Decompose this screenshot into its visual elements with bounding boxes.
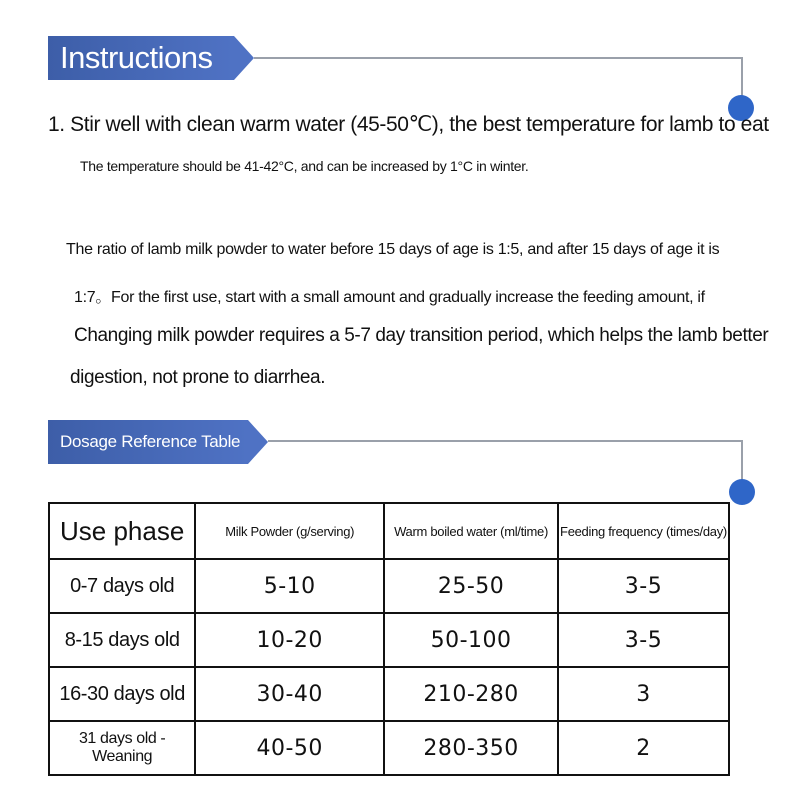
table-header-row	[49, 503, 729, 559]
table-row	[49, 667, 729, 721]
instructions-banner	[48, 36, 234, 80]
instruction-line-6: digestion, not prone to diarrhea.	[70, 367, 326, 388]
header-milk-powder: Milk Powder (g/serving)	[195, 503, 384, 559]
header-feeding-frequency: Feeding frequency (times/day)	[558, 503, 729, 559]
cell-milk-powder: 40-50	[195, 721, 384, 775]
header-use-phase: Use phase	[49, 503, 195, 559]
dosage-title: Dosage Reference Table	[60, 432, 241, 451]
cell-milk-powder: 5-10	[195, 559, 384, 613]
cell-water: 50-100	[384, 613, 558, 667]
cell-milk-powder: 10-20	[195, 613, 384, 667]
dosage-dot	[729, 479, 755, 505]
instruction-line-4: 1:7。For the first use, start with a small amount and gradually increase the feeding amount, if	[74, 289, 705, 306]
instructions-divider	[254, 57, 742, 59]
instruction-line-1: 1. Stir well with clean warm water (45-50℃), the best temperature for lamb to eat	[48, 113, 769, 136]
dosage-table	[48, 502, 730, 776]
cell-phase: 16-30 days old	[49, 667, 195, 721]
cell-water: 25-50	[384, 559, 558, 613]
cell-frequency: 2	[558, 721, 729, 775]
cell-milk-powder: 30-40	[195, 667, 384, 721]
cell-frequency: 3	[558, 667, 729, 721]
dosage-banner	[48, 420, 248, 464]
cell-frequency: 3-5	[558, 559, 729, 613]
dosage-divider-drop	[741, 440, 743, 480]
cell-phase: 31 days old - Weaning	[49, 721, 195, 775]
instruction-line-3: The ratio of lamb milk powder to water before 15 days of age is 1:5, and after 15 days of age it is	[66, 241, 720, 258]
table-row	[49, 721, 729, 775]
dosage-divider	[268, 440, 742, 442]
table-row	[49, 613, 729, 667]
instructions-divider-drop	[741, 57, 743, 97]
instruction-line-5: Changing milk powder requires a 5-7 day transition period, which helps the lamb better	[74, 325, 769, 346]
instructions-title: Instructions	[60, 40, 213, 75]
cell-frequency: 3-5	[558, 613, 729, 667]
cell-phase: 8-15 days old	[49, 613, 195, 667]
cell-water: 210-280	[384, 667, 558, 721]
table-row	[49, 559, 729, 613]
header-warm-water: Warm boiled water (ml/time)	[384, 503, 558, 559]
cell-phase: 0-7 days old	[49, 559, 195, 613]
cell-water: 280-350	[384, 721, 558, 775]
instruction-line-2: The temperature should be 41-42°C, and can be increased by 1°C in winter.	[80, 158, 529, 174]
